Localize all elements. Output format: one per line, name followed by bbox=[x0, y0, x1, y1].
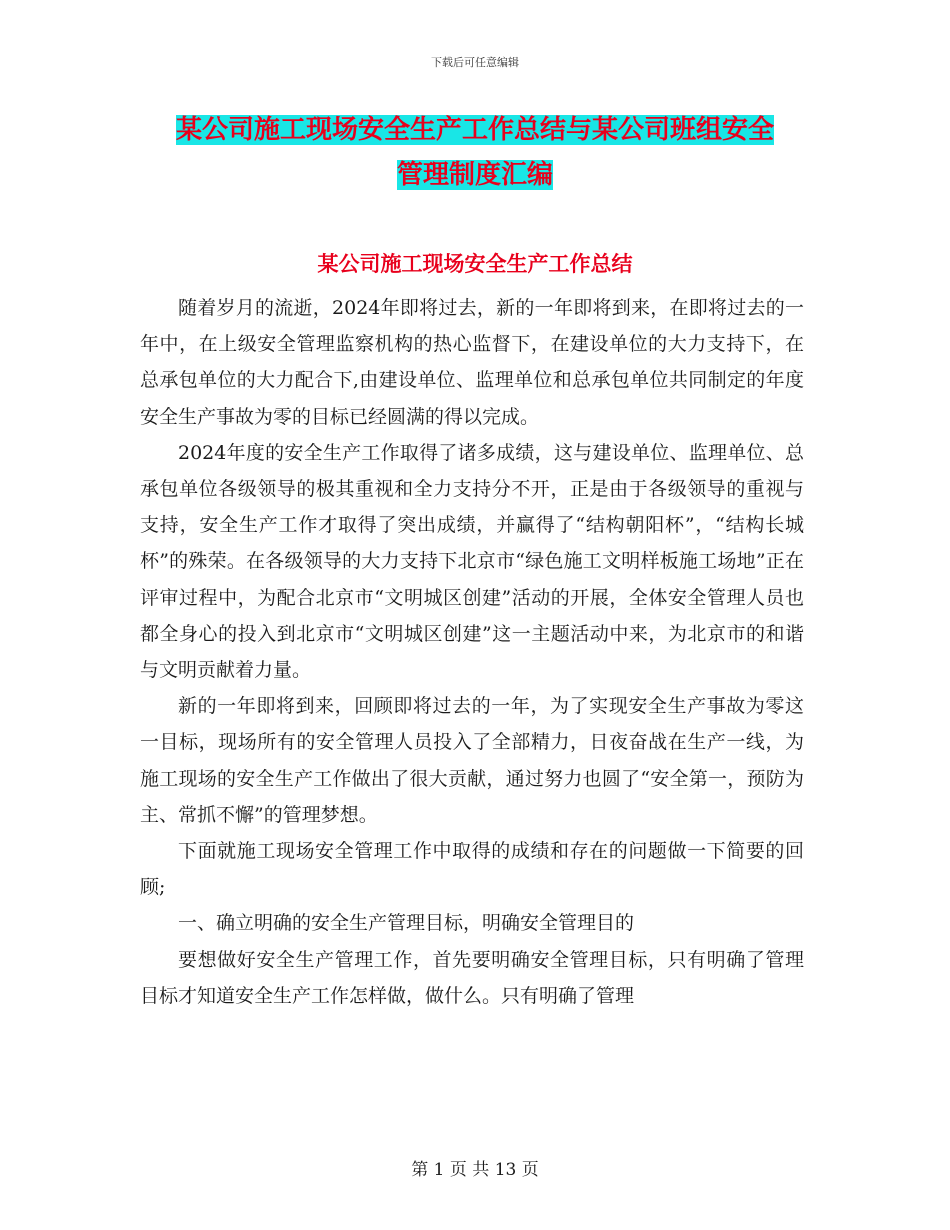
paragraph-6: 要想做好安全生产管理工作，首先要明确安全管理目标，只有明确了管理目标才知道安全生产工作怎样做，做什么。只有明确了管理 bbox=[140, 948, 804, 1007]
paragraph-4: 下面就施工现场安全管理工作中取得的成绩和存在的问题做一下简要的回顾; bbox=[140, 840, 804, 899]
paragraph-1: 随着岁月的流逝，2024年即将过去，新的一年即将到来，在即将过去的一年中，在上级安全管理监察机构的热心监督下，在建设单位的大力支持下，在总承包单位的大力配合下,由建设单位、监理单位和总承包单位共同制定的年度安全生产事故为零的目标已经圆满的得以完成。 bbox=[140, 297, 804, 428]
paragraph-5-heading: 一、确立明确的安全生产管理目标，明确安全管理目的 bbox=[178, 912, 635, 935]
section-title: 某公司施工现场安全生产工作总结 bbox=[317, 251, 633, 276]
document-title bbox=[140, 108, 810, 198]
document-title-line-2: 管理制度汇编 bbox=[396, 160, 553, 190]
paragraph-2: 2024年度的安全生产工作取得了诸多成绩，这与建设单位、监理单位、总承包单位各级领导的极其重视和全力支持分不开，正是由于各级领导的重视与支持，安全生产工作才取得了突出成绩，并赢得了“结构朝阳杯”，“结构长城杯”的殊荣。在各级领导的大力支持下北京市“绿色施工文明样板施工场地”正在评审过程中，为配合北京市“文明城区创建”活动的开展，全体安全管理人员也都全身心的投入到北京市“文明城区创建”这一主题活动中来，为北京市的和谐与文明贡献着力量。 bbox=[140, 441, 804, 682]
page-footer: 第 1 页 共 13 页 bbox=[411, 1160, 539, 1180]
paragraph-3: 新的一年即将到来，回顾即将过去的一年，为了实现安全生产事故为零这一目标，现场所有的安全管理人员投入了全部精力，日夜奋战在生产一线，为施工现场的安全生产工作做出了很大贡献，通过努力也圆了“安全第一，预防为主、常抓不懈”的管理梦想。 bbox=[140, 695, 804, 826]
body-text bbox=[140, 290, 804, 1014]
page-header-note: 下载后可任意编辑 bbox=[431, 56, 519, 69]
document-title-line-1: 某公司施工现场安全生产工作总结与某公司班组安全 bbox=[175, 115, 774, 145]
